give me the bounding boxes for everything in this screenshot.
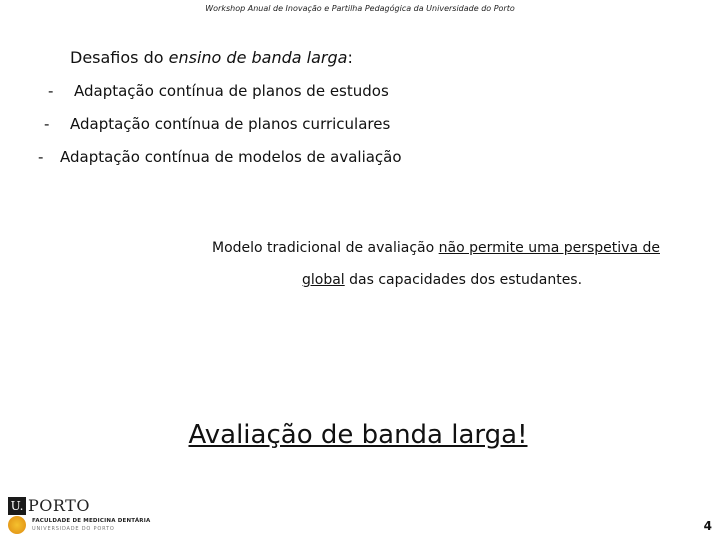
subtitle-emphasis: ensino de banda larga — [168, 48, 348, 67]
faculty-line-2: UNIVERSIDADE DO PORTO — [32, 526, 115, 532]
bullet-text: Adaptação contínua de planos de estudos — [74, 82, 389, 100]
bullet-text: Adaptação contínua de modelos de avaliação — [60, 148, 402, 166]
note-prefix: Modelo tradicional de avaliação — [212, 240, 439, 256]
page-number: 4 — [703, 519, 712, 533]
bullet-dash: - — [38, 148, 44, 166]
bullet-dash: - — [44, 115, 50, 133]
note-suffix: das capacidades dos estudantes. — [344, 272, 583, 288]
workshop-header: Workshop Anual de Inovação e Partilha Pedagógica da Universidade do Porto — [205, 4, 515, 13]
bullet-text: Adaptação contínua de planos curriculares — [70, 115, 391, 133]
list-item — [48, 82, 389, 100]
note-line-2 — [302, 272, 582, 288]
list-item — [44, 115, 390, 133]
note-underlined-word: global — [302, 272, 345, 288]
uporto-logo — [8, 496, 90, 515]
faculty-line-1: FACULDADE DE MEDICINA DENTÁRIA — [32, 518, 151, 524]
subtitle-suffix: : — [347, 48, 353, 67]
uporto-text: PORTO — [28, 496, 90, 515]
note-line-1 — [212, 240, 660, 256]
note-underlined-phrase: não permite uma perspetiva de — [438, 240, 660, 256]
faculty-name — [32, 517, 150, 533]
bullet-dash: - — [48, 82, 54, 100]
headline: Avaliação de banda larga! — [188, 420, 528, 450]
subtitle-prefix: Desafios do — [70, 48, 169, 67]
faculty-seal-icon — [8, 516, 26, 534]
uporto-mark: U. — [8, 497, 26, 515]
slide-subtitle — [70, 48, 353, 67]
list-item — [38, 148, 402, 166]
faculty-logo — [8, 516, 150, 534]
